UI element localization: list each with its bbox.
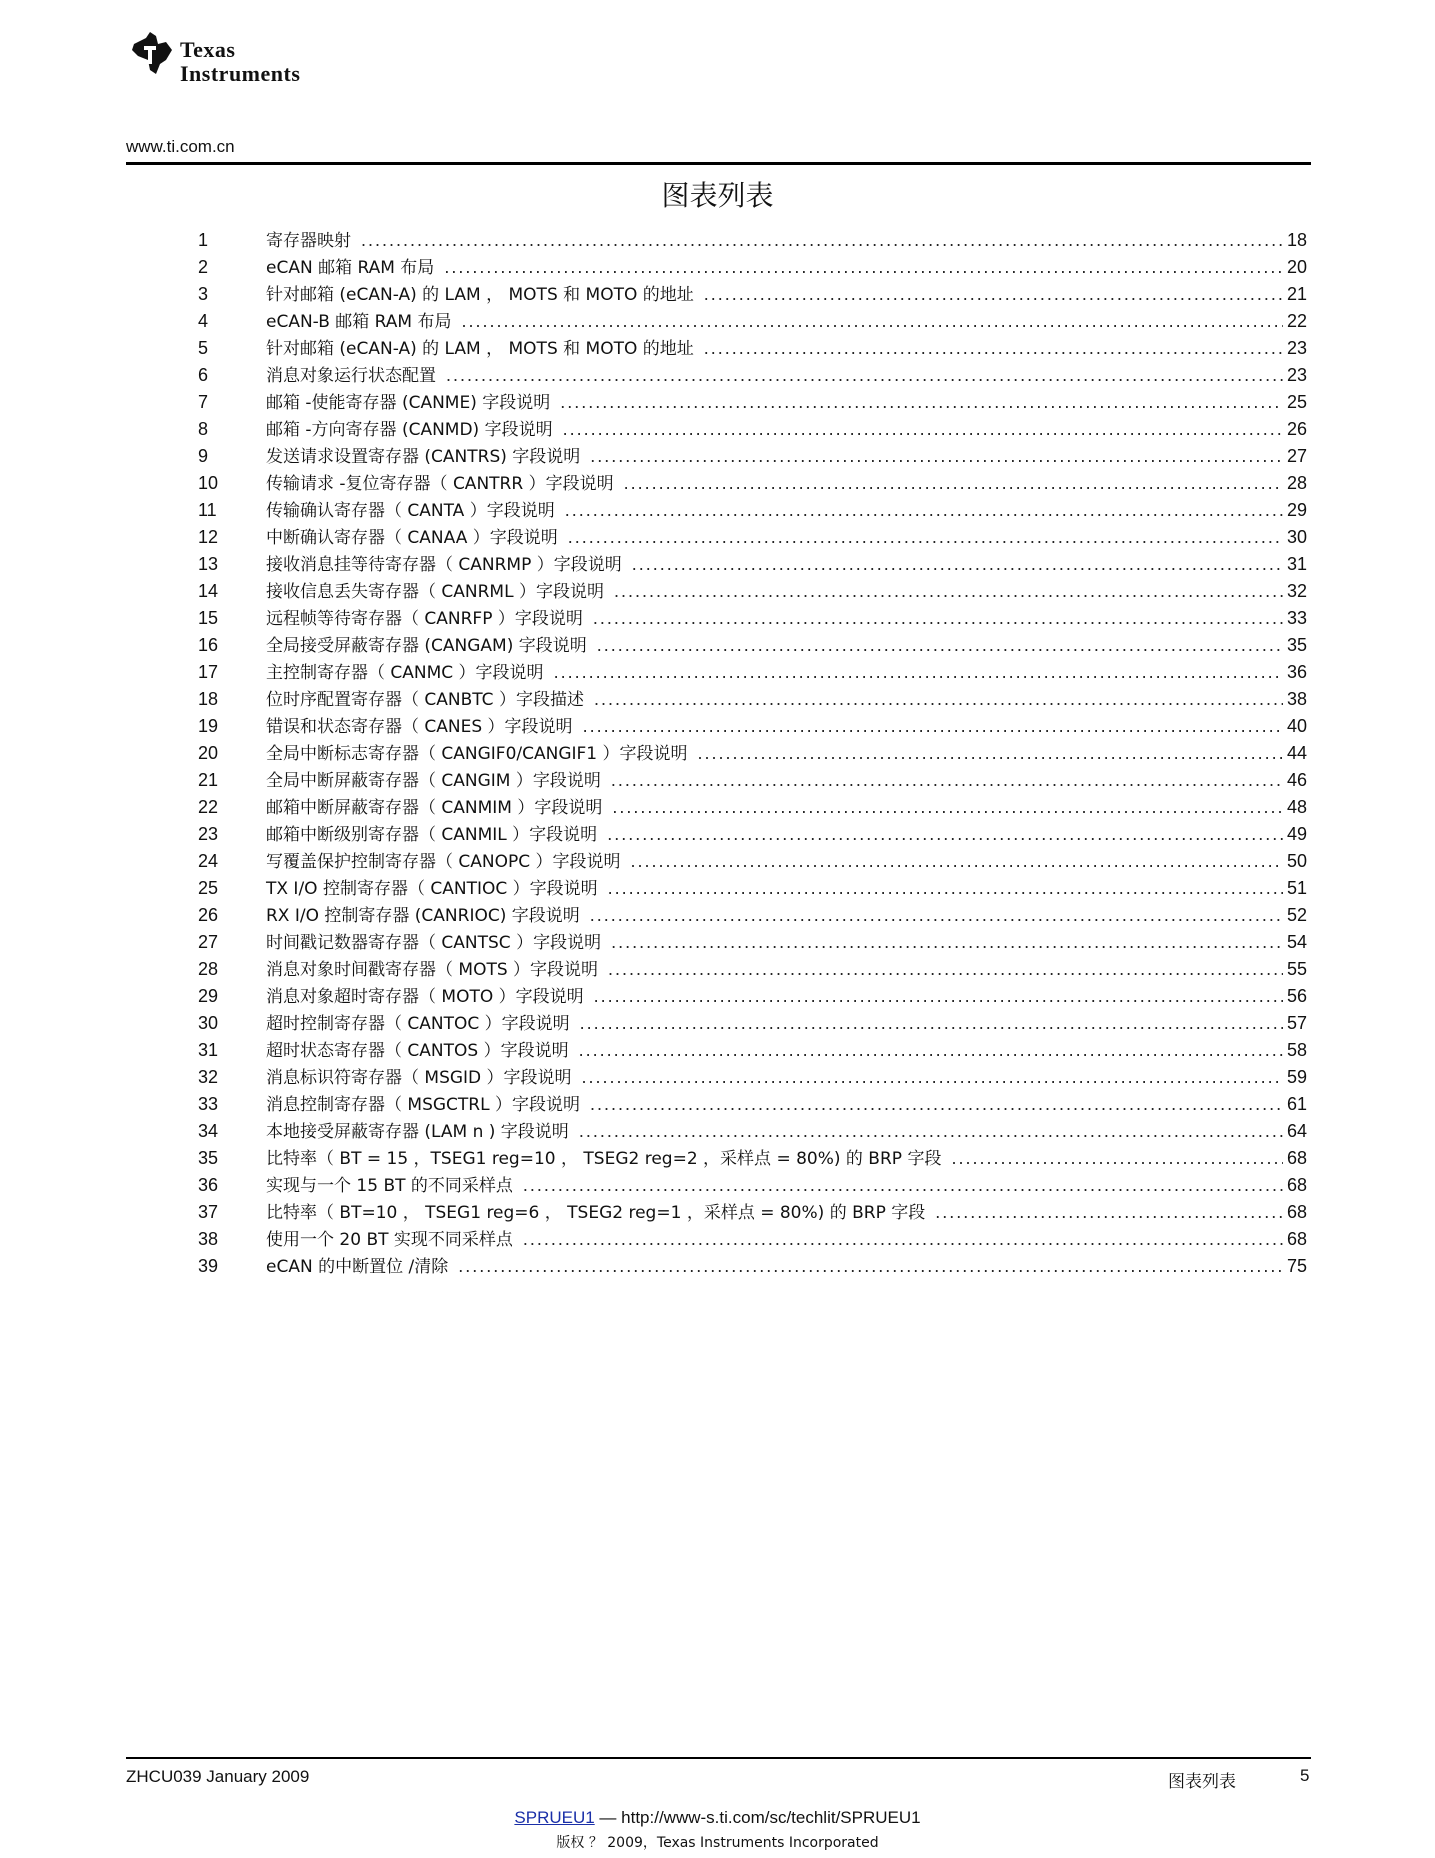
toc-entry-number: 32: [198, 1067, 219, 1087]
toc-entry-title: 寄存器映射: [266, 231, 351, 251]
toc-entry[interactable]: [0, 442, 1435, 470]
toc-entry-body: [266, 1036, 1311, 1065]
toc-entry-title: 时间戳记数器寄存器（ CANTSC ）字段说明: [266, 933, 602, 953]
top-divider: [126, 162, 1311, 165]
toc-entry-title: RX I/O 控制寄存器 (CANRIOC) 字段说明: [266, 906, 580, 926]
toc-entry[interactable]: [0, 793, 1435, 821]
toc-entry-body: [266, 388, 1311, 417]
dot-leader: [582, 1063, 1283, 1091]
toc-entry-title: 邮箱中断级别寄存器（ CANMIL ）字段说明: [266, 825, 598, 845]
dot-leader: [607, 820, 1283, 848]
document-id: ZHCU039 January 2009: [126, 1767, 310, 1786]
dot-leader: [580, 1009, 1283, 1037]
toc-entry-page: 58: [1286, 1040, 1307, 1060]
toc-entry[interactable]: [0, 334, 1435, 362]
site-url[interactable]: www.ti.com.cn: [126, 137, 235, 156]
toc-entry-number: 22: [198, 797, 219, 817]
toc-entry-title: TX I/O 控制寄存器（ CANTIOC ）字段说明: [266, 879, 598, 899]
toc-entry[interactable]: [0, 1063, 1435, 1091]
toc-entry[interactable]: [0, 1090, 1435, 1118]
toc-entry-title: 传输确认寄存器（ CANTA ）字段说明: [266, 501, 555, 521]
toc-entry-body: [266, 496, 1311, 525]
toc-entry-page: 27: [1286, 446, 1307, 466]
toc-entry-body: [266, 955, 1311, 984]
toc-entry-page: 49: [1286, 824, 1307, 844]
toc-entry-body: [266, 1117, 1311, 1146]
toc-entry-number: 36: [198, 1175, 219, 1195]
toc-entry-number: 33: [198, 1094, 219, 1114]
toc-entry[interactable]: [0, 1144, 1435, 1172]
toc-entry-page: 29: [1286, 500, 1307, 520]
toc-entry-number: 14: [198, 581, 219, 601]
dot-leader: [523, 1225, 1283, 1253]
dot-leader: [568, 523, 1283, 551]
dot-leader: [458, 1252, 1283, 1280]
toc-entry-body: [266, 847, 1311, 876]
toc-entry-body: [266, 577, 1311, 606]
dot-leader: [614, 577, 1283, 605]
dot-leader: [523, 1171, 1283, 1199]
toc-entry-number: 28: [198, 959, 219, 979]
toc-entry-number: 18: [198, 689, 219, 709]
toc-entry-number: 24: [198, 851, 219, 871]
toc-entry[interactable]: [0, 928, 1435, 956]
toc-entry-body: [266, 469, 1311, 498]
toc-entry-body: [266, 712, 1311, 741]
toc-entry-page: 55: [1286, 959, 1307, 979]
toc-entry[interactable]: [0, 361, 1435, 389]
dot-leader: [597, 631, 1283, 659]
toc-entry[interactable]: [0, 388, 1435, 416]
toc-entry-page: 56: [1286, 986, 1307, 1006]
page-number: 5: [1300, 1766, 1310, 1785]
toc-entry-page: 38: [1286, 689, 1307, 709]
ti-logo: [128, 30, 368, 92]
dot-leader: [624, 469, 1283, 497]
toc-entry-number: 21: [198, 770, 219, 790]
toc-entry-page: 25: [1286, 392, 1307, 412]
toc-entry-body: [266, 901, 1311, 930]
toc-entry-title: 消息对象运行状态配置: [266, 366, 436, 386]
toc-entry-title: eCAN-B 邮箱 RAM 布局: [266, 312, 452, 332]
toc-entry-page: 68: [1286, 1202, 1307, 1222]
toc-entry[interactable]: [0, 901, 1435, 929]
toc-entry-body: [266, 334, 1311, 363]
toc-entry-page: 64: [1286, 1121, 1307, 1141]
toc-entry-body: [266, 415, 1311, 444]
toc-entry-title: 消息控制寄存器（ MSGCTRL ）字段说明: [266, 1095, 580, 1115]
dot-leader: [446, 361, 1283, 389]
toc-entry-number: 13: [198, 554, 219, 574]
toc-entry-title: 消息标识符寄存器（ MSGID ）字段说明: [266, 1068, 572, 1088]
toc-entry-page: 31: [1286, 554, 1307, 574]
toc-entry-page: 57: [1286, 1013, 1307, 1033]
toc-entry-body: [266, 226, 1311, 255]
toc-entry-body: [266, 550, 1311, 579]
toc-entry-page: 33: [1286, 608, 1307, 628]
toc-entry[interactable]: [0, 1009, 1435, 1037]
toc-entry-number: 27: [198, 932, 219, 952]
footer-section-title: 图表列表: [1168, 1772, 1236, 1792]
toc-entry-title: 全局中断标志寄存器（ CANGIF0/CANGIF1 ）字段说明: [266, 744, 688, 764]
toc-entry-page: 68: [1286, 1175, 1307, 1195]
toc-entry-page: 59: [1286, 1067, 1307, 1087]
toc-entry-number: 23: [198, 824, 219, 844]
dot-leader: [462, 307, 1284, 335]
dot-leader: [612, 793, 1283, 821]
toc-entry-number: 2: [198, 257, 209, 277]
toc-entry-title: 发送请求设置寄存器 (CANTRS) 字段说明: [266, 447, 581, 467]
toc-entry-body: [266, 874, 1311, 903]
dot-leader: [611, 928, 1283, 956]
dot-leader: [590, 442, 1283, 470]
toc-entry-body: [266, 1225, 1311, 1254]
toc-entry-number: 34: [198, 1121, 219, 1141]
toc-entry[interactable]: [0, 685, 1435, 713]
toc-entry-number: 29: [198, 986, 219, 1006]
toc-entry-page: 30: [1286, 527, 1307, 547]
toc-entry-body: [266, 820, 1311, 849]
toc-entry-page: 61: [1286, 1094, 1307, 1114]
toc-entry[interactable]: [0, 496, 1435, 524]
toc-entry-page: 35: [1286, 635, 1307, 655]
toc-entry-title: 位时序配置寄存器（ CANBTC ）字段描述: [266, 690, 584, 710]
toc-entry-page: 23: [1286, 338, 1307, 358]
toc-entry-number: 5: [198, 338, 209, 358]
toc-entry-page: 40: [1286, 716, 1307, 736]
toc-entry-title: 本地接受屏蔽寄存器 (LAM n ) 字段说明: [266, 1122, 569, 1142]
toc-entry-number: 16: [198, 635, 219, 655]
toc-entry-body: [266, 685, 1311, 714]
dot-leader: [594, 685, 1283, 713]
dot-leader: [560, 388, 1283, 416]
dot-leader: [593, 604, 1283, 632]
toc-entry-body: [266, 604, 1311, 633]
toc-entry[interactable]: [0, 1117, 1435, 1145]
toc-entry-title: 比特率（ BT = 15 ，TSEG1 reg=10 ， TSEG2 reg=2 ，采样点 = 80%) 的 BRP 字段: [266, 1149, 942, 1169]
toc-entry-number: 39: [198, 1256, 219, 1276]
toc-entry-title: 针对邮箱 (eCAN-A) 的 LAM ， MOTS 和 MOTO 的地址: [266, 339, 694, 359]
toc-entry-page: 20: [1286, 257, 1307, 277]
toc-entry[interactable]: [0, 955, 1435, 983]
dot-leader: [608, 874, 1283, 902]
toc-entry-page: 22: [1286, 311, 1307, 331]
toc-entry-title: 远程帧等待寄存器（ CANRFP ）字段说明: [266, 609, 583, 629]
toc-entry-page: 68: [1286, 1229, 1307, 1249]
dot-leader: [361, 226, 1283, 254]
dot-leader: [563, 415, 1283, 443]
toc-entry-body: [266, 1171, 1311, 1200]
sprueu1-link[interactable]: SPRUEU1: [514, 1808, 595, 1827]
toc-entry-title: 写覆盖保护控制寄存器（ CANOPC ）字段说明: [266, 852, 621, 872]
toc-entry-number: 1: [198, 230, 209, 250]
toc-entry[interactable]: [0, 550, 1435, 578]
toc-entry[interactable]: [0, 226, 1435, 254]
dot-leader: [444, 253, 1283, 281]
toc-entry-title: 主控制寄存器（ CANMC ）字段说明: [266, 663, 544, 683]
toc-entry-page: 68: [1286, 1148, 1307, 1168]
dot-leader: [632, 550, 1283, 578]
toc-entry-number: 12: [198, 527, 219, 547]
toc-entry-number: 35: [198, 1148, 219, 1168]
ti-logo-icon: [128, 30, 176, 78]
dot-leader: [590, 1090, 1283, 1118]
toc-entry-page: 21: [1286, 284, 1307, 304]
page-title: 图表列表: [661, 179, 774, 212]
toc-entry-title: 邮箱 -使能寄存器 (CANME) 字段说明: [266, 393, 551, 413]
toc-entry-page: 44: [1286, 743, 1307, 763]
logo-wordmark: [180, 38, 300, 86]
toc-entry-number: 6: [198, 365, 209, 385]
footer-link-line: [0, 1808, 1435, 1828]
dot-leader: [611, 766, 1283, 794]
logo-line-1: Texas: [180, 37, 236, 62]
toc-entry-body: [266, 739, 1311, 768]
toc-entry-body: [266, 1063, 1311, 1092]
toc-entry-page: 75: [1286, 1256, 1307, 1276]
toc-entry[interactable]: [0, 874, 1435, 902]
toc-entry-number: 17: [198, 662, 219, 682]
toc-entry-title: 超时控制寄存器（ CANTOC ）字段说明: [266, 1014, 570, 1034]
toc-entry-title: 比特率（ BT=10 ， TSEG1 reg=6 ， TSEG2 reg=1 ，采样点 = 80%) 的 BRP 字段: [266, 1203, 926, 1223]
toc-entry[interactable]: [0, 820, 1435, 848]
toc-entry-body: [266, 928, 1311, 957]
toc-entry-number: 20: [198, 743, 219, 763]
toc-entry-title: 邮箱中断屏蔽寄存器（ CANMIM ）字段说明: [266, 798, 603, 818]
toc-entry-page: 52: [1286, 905, 1307, 925]
toc-entry[interactable]: [0, 982, 1435, 1010]
toc-entry-body: [266, 1252, 1311, 1281]
toc-entry-page: 28: [1286, 473, 1307, 493]
toc-entry-title: 传输请求 -复位寄存器（ CANTRR ）字段说明: [266, 474, 614, 494]
toc-entry-title: 超时状态寄存器（ CANTOS ）字段说明: [266, 1041, 569, 1061]
toc-entry-title: 全局中断屏蔽寄存器（ CANGIM ）字段说明: [266, 771, 601, 791]
toc-entry-body: [266, 982, 1311, 1011]
toc-entry-number: 19: [198, 716, 219, 736]
toc-entry-number: 4: [198, 311, 209, 331]
toc-entry[interactable]: [0, 280, 1435, 308]
toc-entry[interactable]: [0, 253, 1435, 281]
toc-entry-page: 18: [1286, 230, 1307, 250]
bottom-divider: [126, 1757, 1311, 1759]
dot-leader: [579, 1036, 1283, 1064]
toc-entry-body: [266, 253, 1311, 282]
toc-entry-page: 23: [1286, 365, 1307, 385]
toc-entry[interactable]: [0, 577, 1435, 605]
toc-entry[interactable]: [0, 1198, 1435, 1226]
toc-entry-body: [266, 280, 1311, 309]
toc-entry-title: eCAN 的中断置位 /清除: [266, 1257, 449, 1277]
toc-entry-number: 38: [198, 1229, 219, 1249]
dot-leader: [935, 1198, 1283, 1226]
toc-entry-page: 51: [1286, 878, 1307, 898]
toc-entry[interactable]: [0, 523, 1435, 551]
toc-entry-body: [266, 1090, 1311, 1119]
dot-leader: [608, 955, 1283, 983]
toc-entry-page: 50: [1286, 851, 1307, 871]
toc-entry[interactable]: [0, 631, 1435, 659]
toc-entry-number: 26: [198, 905, 219, 925]
dot-leader: [579, 1117, 1283, 1145]
toc-entry-body: [266, 1198, 1311, 1227]
toc-entry-number: 8: [198, 419, 209, 439]
toc-entry-page: 54: [1286, 932, 1307, 952]
toc-entry-number: 7: [198, 392, 209, 412]
toc-entry-title: 使用一个 20 BT 实现不同采样点: [266, 1230, 513, 1250]
copyright: 版权 ？ 2009，Texas Instruments Incorporated: [556, 1835, 879, 1851]
dot-leader: [704, 280, 1283, 308]
dot-leader: [698, 739, 1283, 767]
toc-entry[interactable]: [0, 469, 1435, 497]
toc-entry-page: 32: [1286, 581, 1307, 601]
dot-leader: [583, 712, 1283, 740]
toc-entry-title: 中断确认寄存器（ CANAA ）字段说明: [266, 528, 558, 548]
toc-entry-title: 接收信息丢失寄存器（ CANRML ）字段说明: [266, 582, 604, 602]
toc-entry-number: 15: [198, 608, 219, 628]
toc-entry[interactable]: [0, 1171, 1435, 1199]
toc-entry-body: [266, 766, 1311, 795]
toc-entry[interactable]: [0, 415, 1435, 443]
toc-entry-page: 48: [1286, 797, 1307, 817]
toc-entry[interactable]: [0, 604, 1435, 632]
toc-entry-page: 46: [1286, 770, 1307, 790]
dot-leader: [951, 1144, 1283, 1172]
toc-entry-number: 37: [198, 1202, 219, 1222]
dot-leader: [704, 334, 1283, 362]
toc-entry-body: [266, 1009, 1311, 1038]
toc-entry-number: 11: [198, 500, 217, 520]
toc-entry-page: 36: [1286, 662, 1307, 682]
dot-leader: [590, 901, 1283, 929]
toc-entry-title: eCAN 邮箱 RAM 布局: [266, 258, 435, 278]
toc-entry-number: 31: [198, 1040, 219, 1060]
toc-entry-body: [266, 631, 1311, 660]
toc-entry-title: 消息对象时间戳寄存器（ MOTS ）字段说明: [266, 960, 599, 980]
toc-entry[interactable]: [0, 847, 1435, 875]
toc-entry[interactable]: [0, 1252, 1435, 1280]
dot-leader: [554, 658, 1283, 686]
toc-entry-title: 实现与一个 15 BT 的不同采样点: [266, 1176, 513, 1196]
toc-entry-body: [266, 307, 1311, 336]
toc-entry-page: 26: [1286, 419, 1307, 439]
toc-entry[interactable]: [0, 307, 1435, 335]
toc-entry[interactable]: [0, 658, 1435, 686]
toc-entry-body: [266, 1144, 1311, 1173]
toc-entry-title: 接收消息挂等待寄存器（ CANRMP ）字段说明: [266, 555, 622, 575]
toc-entry-number: 9: [198, 446, 209, 466]
dot-leader: [631, 847, 1283, 875]
toc-entry-title: 消息对象超时寄存器（ MOTO ）字段说明: [266, 987, 584, 1007]
toc-entry-number: 25: [198, 878, 219, 898]
toc-entry-body: [266, 442, 1311, 471]
toc-entry-number: 3: [198, 284, 209, 304]
logo-line-2: Instruments: [180, 61, 301, 86]
toc-entry[interactable]: [0, 1036, 1435, 1064]
toc-entry-title: 邮箱 -方向寄存器 (CANMD) 字段说明: [266, 420, 553, 440]
toc-entry-body: [266, 523, 1311, 552]
toc-entry-number: 30: [198, 1013, 219, 1033]
dot-leader: [565, 496, 1283, 524]
dot-leader: [594, 982, 1283, 1010]
toc-entry-title: 全局接受屏蔽寄存器 (CANGAM) 字段说明: [266, 636, 587, 656]
toc-entry-title: 针对邮箱 (eCAN-A) 的 LAM ， MOTS 和 MOTO 的地址: [266, 285, 694, 305]
toc-entry[interactable]: [0, 739, 1435, 767]
toc-entry-body: [266, 361, 1311, 390]
toc-entry[interactable]: [0, 1225, 1435, 1253]
toc-entry-body: [266, 793, 1311, 822]
toc-entry[interactable]: [0, 712, 1435, 740]
toc-entry-title: 错误和状态寄存器（ CANES ）字段说明: [266, 717, 573, 737]
toc-entry[interactable]: [0, 766, 1435, 794]
toc-entry-number: 10: [198, 473, 219, 493]
footer-link-url: — http://www-s.ti.com/sc/techlit/SPRUEU1: [594, 1808, 921, 1827]
toc-entry-body: [266, 658, 1311, 687]
